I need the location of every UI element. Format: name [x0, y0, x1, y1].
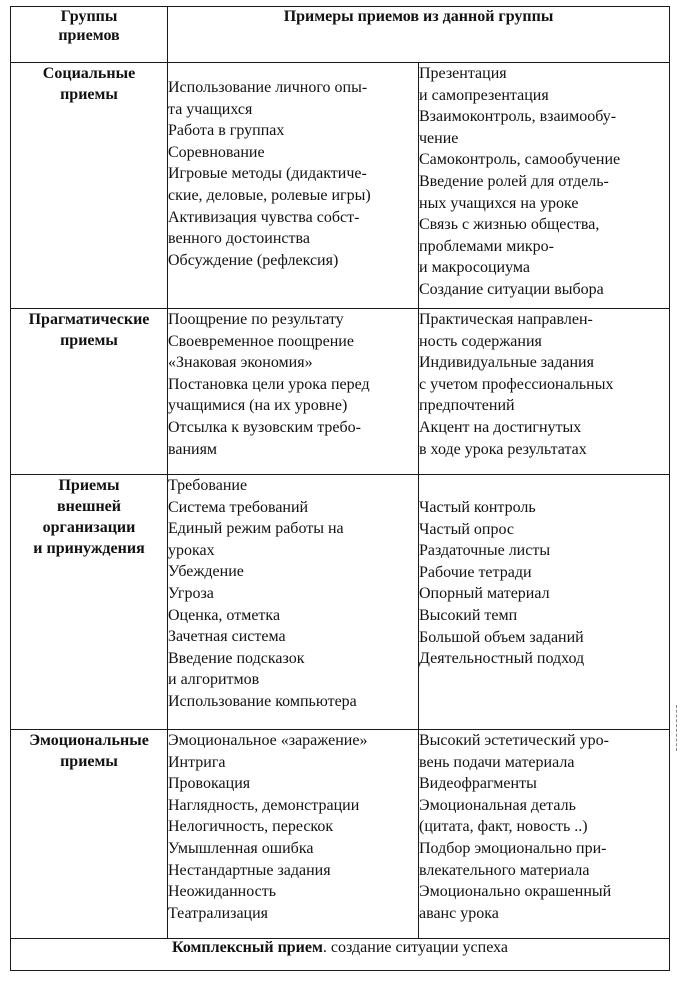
list-item: Практическая направлен-	[419, 311, 593, 328]
table-row	[11, 475, 670, 730]
list-item: ваниям	[168, 440, 218, 458]
example-list	[168, 730, 418, 924]
list-item: Акцент на достигнутых	[419, 418, 582, 436]
group-line: приемы	[60, 753, 118, 770]
footer-text: . создание ситуации успеха	[322, 939, 508, 956]
list-item: влекательного материала	[419, 861, 590, 879]
complex-method-footer	[11, 939, 670, 971]
list-item: Соревнование	[168, 143, 265, 161]
examples-left	[168, 730, 419, 939]
page-edge-mark	[676, 705, 679, 751]
list-item: и макросоциума	[419, 259, 530, 277]
list-item: предпочтений	[419, 397, 515, 415]
list-item: ность содержания	[419, 332, 542, 350]
list-item: Эмоциональная деталь	[419, 796, 576, 814]
list-item: Театрализация	[168, 904, 269, 922]
list-item: Убеждение	[168, 563, 244, 581]
list-item: Высокий темп	[419, 606, 518, 624]
list-item: Эмоциональное «заражение»	[168, 732, 368, 749]
list-item: Большой объем заданий	[419, 628, 584, 646]
list-item: уроках	[168, 541, 215, 559]
examples-left	[168, 475, 419, 730]
list-item: в ходе урока результатах	[419, 440, 587, 458]
example-list	[168, 475, 418, 713]
list-item: Высокий эстетический уро-	[419, 732, 609, 749]
list-item: Умышленная ошибка	[168, 839, 314, 857]
list-item: и самопрезентация	[419, 86, 549, 104]
group-line: Прагматические	[28, 311, 150, 328]
header-groups-line: Группы	[60, 8, 118, 25]
group-line: внешней	[56, 498, 121, 515]
example-list	[419, 730, 669, 924]
list-item: Раздаточные листы	[419, 542, 551, 560]
list-item: Взаимоконтроль, взаимообу-	[419, 108, 617, 126]
list-item: учащимися (на их уровне)	[168, 397, 348, 415]
group-external-organization	[11, 475, 168, 730]
list-item: с учетом профессиональных	[419, 375, 614, 393]
list-item: Использование личного опы-	[168, 79, 368, 96]
list-item: Использование компьютера	[168, 692, 357, 710]
table-row	[11, 63, 670, 309]
group-line: приемы	[60, 86, 118, 103]
list-item: Работа в группах	[168, 122, 285, 140]
list-item: Наглядность, демонстрации	[168, 796, 360, 814]
list-item: Неожиданность	[168, 883, 277, 901]
list-item: Связь с жизнью общества,	[419, 216, 600, 234]
list-item: Оценка, отметка	[168, 606, 281, 624]
example-list	[419, 309, 669, 460]
list-item: Самоконтроль, самообучение	[419, 151, 621, 169]
list-item: проблемами микро-	[419, 237, 554, 255]
footer-bold-label: Комплексный прием	[172, 939, 323, 956]
list-item: Зачетная система	[168, 628, 286, 646]
list-item: и алгоритмов	[168, 671, 260, 689]
list-item: Угроза	[168, 584, 214, 602]
header-groups-line: приемов	[58, 27, 120, 44]
list-item: Презентация	[419, 65, 507, 82]
group-social	[11, 63, 168, 309]
list-item: та учащихся	[168, 100, 253, 118]
example-list	[419, 63, 669, 301]
list-item: вень подачи материала	[419, 753, 575, 771]
list-item: Частый контроль	[419, 499, 536, 516]
list-item: Активизация чувства собст-	[168, 208, 360, 226]
list-item: Игровые методы (дидактиче-	[168, 165, 367, 183]
list-item: Провокация	[168, 775, 251, 793]
list-item: Эмоционально окрашенный	[419, 883, 612, 901]
list-item: Опорный материал	[419, 585, 550, 603]
list-item: ных учащихся на уроке	[419, 194, 579, 212]
list-item: ские, деловые, ролевые игры)	[168, 186, 371, 204]
examples-right	[419, 309, 670, 475]
list-item: Единый режим работы на	[168, 520, 344, 538]
list-item: Отсылка к вузовским требо-	[168, 418, 361, 436]
list-item: Введение подсказок	[168, 649, 305, 667]
examples-left	[168, 63, 419, 309]
examples-right	[419, 475, 670, 730]
list-item: «Знаковая экономия»	[168, 354, 313, 372]
list-item: Подбор эмоционально при-	[419, 839, 607, 857]
table-header-row	[11, 7, 670, 63]
list-item: Интрига	[168, 753, 226, 771]
methods-table	[10, 6, 670, 971]
example-list	[419, 475, 669, 670]
list-item: Видеофрагменты	[419, 775, 537, 793]
group-emotional	[11, 730, 168, 939]
examples-left	[168, 309, 419, 475]
list-item: Создание ситуации выбора	[419, 280, 604, 298]
list-item: Обсуждение (рефлексия)	[168, 251, 339, 269]
list-item: Своевременное поощрение	[168, 332, 354, 350]
table-row	[11, 730, 670, 939]
list-item: чение	[419, 129, 459, 147]
list-item: (цитата, факт, новость ..)	[419, 818, 588, 836]
group-line: Приемы	[58, 477, 120, 494]
table-footer-row	[11, 939, 670, 971]
examples-right	[419, 63, 670, 309]
group-line: приемы	[60, 332, 118, 349]
group-pragmatic	[11, 309, 168, 475]
list-item: Постановка цели урока перед	[168, 375, 370, 393]
group-line: организации	[42, 519, 136, 536]
group-line: и принуждения	[33, 540, 145, 557]
list-item: Система требований	[168, 498, 309, 516]
list-item: Требование	[168, 477, 248, 494]
group-line: Эмоциональные	[29, 732, 149, 749]
list-item: Индивидуальные задания	[419, 354, 594, 372]
table-row	[11, 309, 670, 475]
list-item: Введение ролей для отдель-	[419, 172, 609, 190]
list-item: Нелогичность, перескок	[168, 818, 334, 836]
header-groups	[11, 7, 168, 63]
group-line: Социальные	[42, 65, 136, 82]
example-list	[168, 63, 418, 271]
list-item: аванс урока	[419, 904, 499, 922]
examples-right	[419, 730, 670, 939]
header-examples: Примеры приемов из данной группы	[168, 7, 670, 63]
list-item: Нестандартные задания	[168, 861, 331, 879]
list-item: Деятельностный подход	[419, 650, 585, 668]
list-item: Поощрение по результату	[168, 311, 344, 328]
list-item: венного достоинства	[168, 230, 310, 248]
example-list	[168, 309, 418, 460]
list-item: Частый опрос	[419, 520, 514, 538]
list-item: Рабочие тетради	[419, 563, 532, 581]
